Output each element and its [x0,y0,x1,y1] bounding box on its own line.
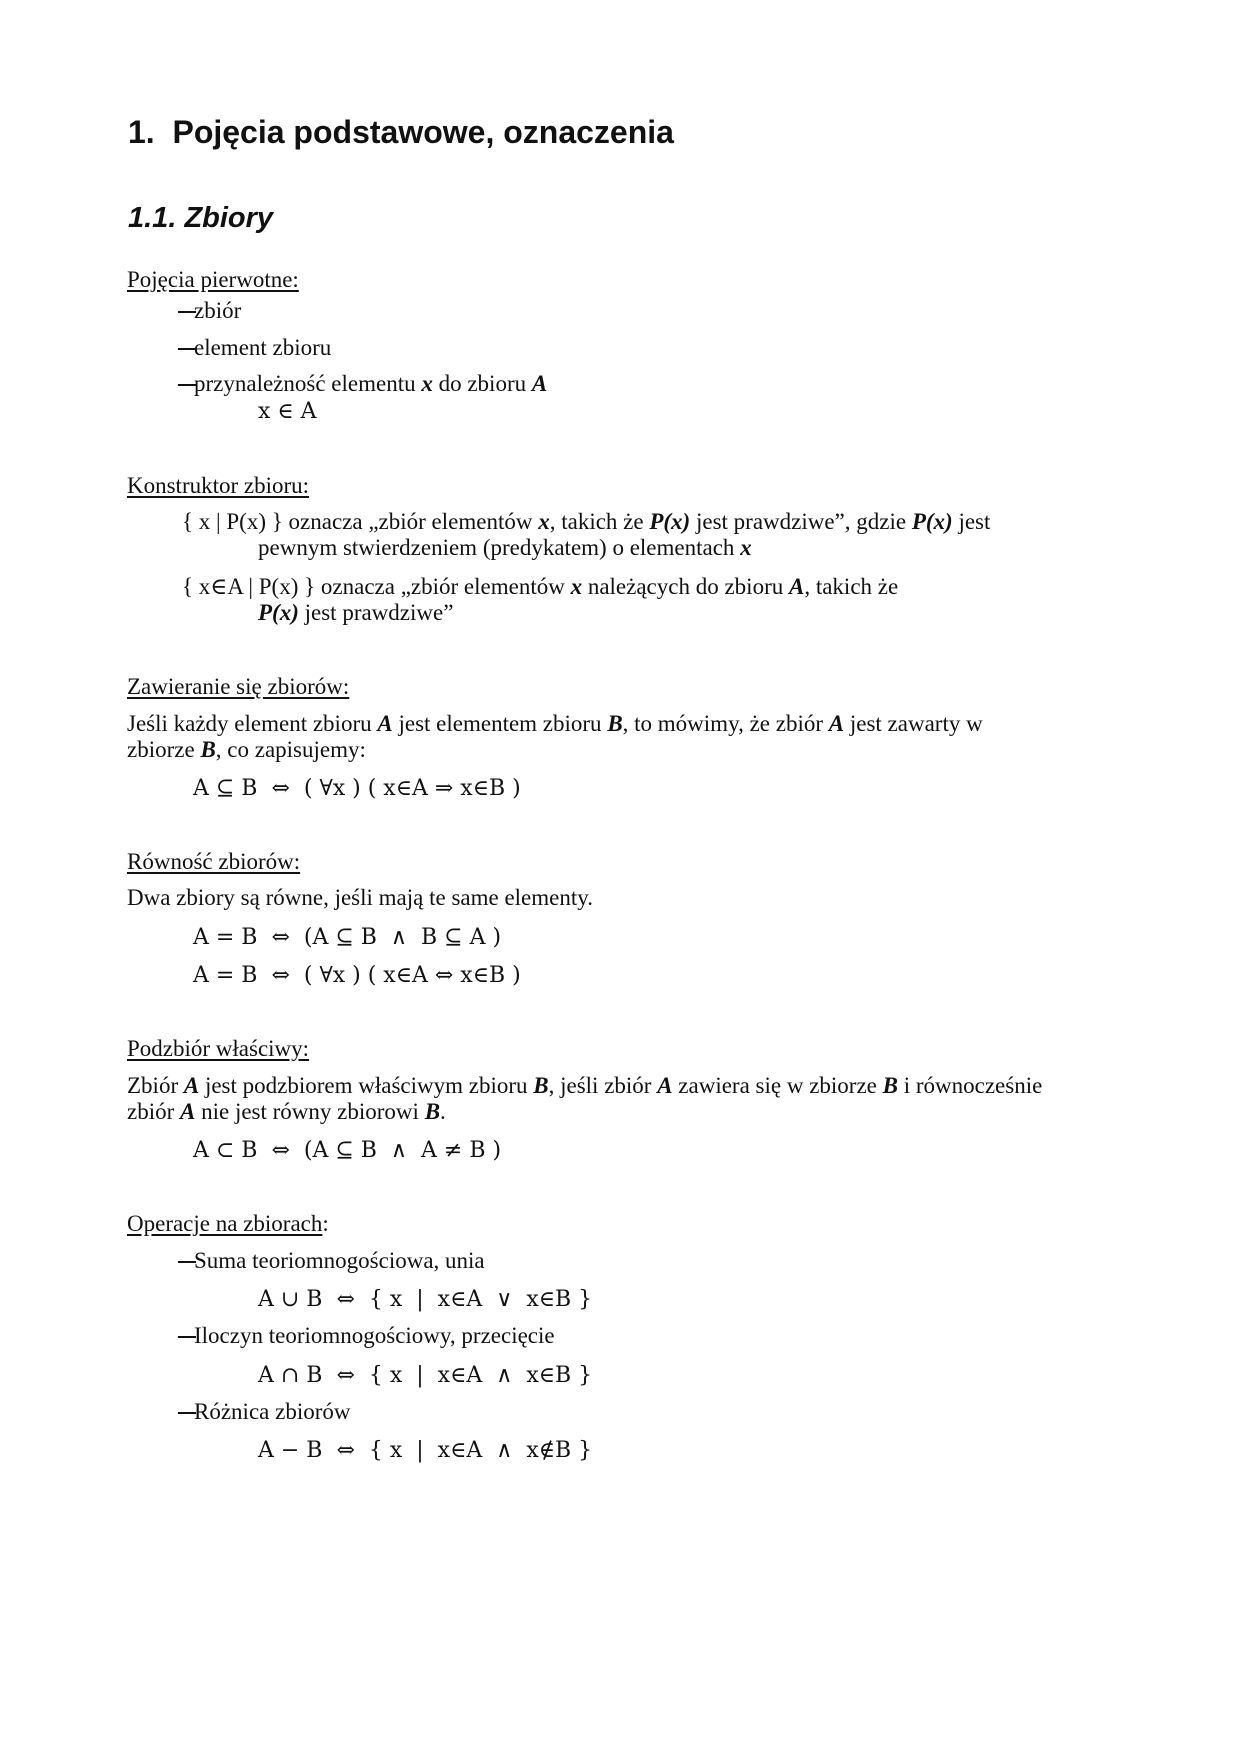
operation-label-union: Suma teoriomnogościowa, unia [194,1248,485,1273]
operation-label-difference: Różnica zbiorów [194,1399,351,1424]
constructor-line-3: { x∈A | P(x) } oznacza „zbiór elementów x należących do zbioru A, takich że [182,574,899,599]
chapter-number: 1. [128,114,155,150]
membership-formula: x ∈ A [258,399,317,424]
inclusion-line-2: zbiorze B, co zapisujemy: [127,737,366,762]
section-number: 1.1. [128,202,177,234]
proper-title: Podzbiór właściwy: [127,1036,310,1061]
primitive-item-1: zbiór [194,298,242,323]
chapter-heading [128,114,674,151]
operations-title: Operacje na zbiorach: [127,1211,329,1236]
equality-formula-1: A = B ⇔ (A ⊆ B ∧ B ⊆ A ) [193,925,502,950]
constructor-title: Konstruktor zbioru: [127,473,310,498]
operation-formula-union: A ∪ B ⇔ { x | x∈A ∨ x∈B } [258,1287,593,1312]
operation-label-intersection: Iloczyn teoriomnogościowy, przecięcie [194,1323,555,1348]
inclusion-line-1: Jeśli każdy element zbioru A jest elementem zbioru B, to mówimy, że zbiór A jest zawarty w [127,711,983,736]
equality-text: Dwa zbiory są równe, jeśli mają te same elementy. [127,885,594,910]
operation-formula-intersection: A ∩ B ⇔ { x | x∈A ∧ x∈B } [258,1363,593,1388]
section-title: Zbiory [184,202,274,234]
proper-line-2: zbiór A nie jest równy zbiorowi B. [127,1099,446,1124]
inclusion-formula: A ⊆ B ⇔ ( ∀x ) ( x∈A ⇒ x∈B ) [193,776,521,801]
constructor-line-1: { x | P(x) } oznacza „zbiór elementów x, takich że P(x) jest prawdziwe”, gdzie P(x) jest [182,509,991,534]
inclusion-title: Zawieranie się zbiorów: [127,674,350,699]
primitive-title: Pojęcia pierwotne: [127,267,299,292]
section-heading [128,202,273,235]
constructor-line-4: P(x) jest prawdziwe” [258,600,454,625]
chapter-title: Pojęcia podstawowe, oznaczenia [172,114,674,150]
constructor-line-2: pewnym stwierdzeniem (predykatem) o elementach x [258,535,752,560]
equality-title: Równość zbiorów: [127,849,301,874]
proper-formula: A ⊂ B ⇔ (A ⊆ B ∧ A ≠ B ) [193,1138,502,1163]
proper-line-1: Zbiór A jest podzbiorem właściwym zbioru B, jeśli zbiór A zawiera się w zbiorze B i równocześnie [127,1073,1043,1098]
operation-formula-difference: A − B ⇔ { x | x∈A ∧ x∉B } [258,1438,593,1463]
primitive-item-2: element zbioru [194,335,332,360]
primitive-item-3: przynależność elementu x do zbioru A [194,371,548,396]
equality-formula-2: A = B ⇔ ( ∀x ) ( x∈A ⇔ x∈B ) [193,963,521,988]
